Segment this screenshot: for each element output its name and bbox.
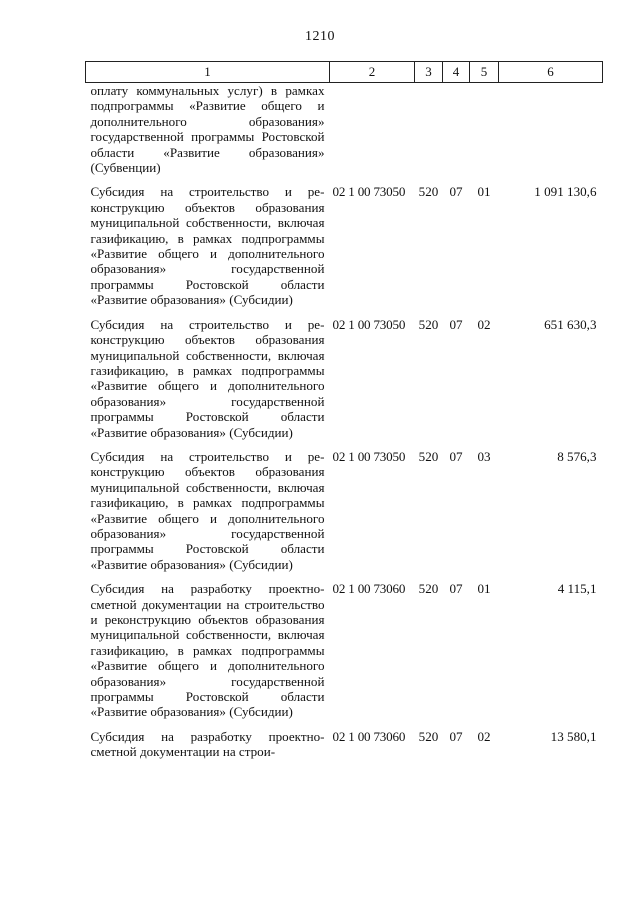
row-section: 07 xyxy=(449,184,463,200)
table-header xyxy=(86,62,603,83)
table-row xyxy=(86,578,603,726)
row-subsection: 02 xyxy=(477,728,491,744)
table-row xyxy=(86,726,603,766)
row-subsection: 01 xyxy=(477,184,491,200)
row-subsection: 01 xyxy=(477,581,491,597)
row-description: Субсидия на строительство и реконструкцию объектов образования муниципальной собственности, включая газификацию, в рамках подпрограммы «Развитие общего и дополнительного образования» государственной программы Ростовской области «Развитие образования» (Субсидии) xyxy=(90,448,325,572)
row-description: Субсидия на разработку проектно-сметной документации на строи- xyxy=(90,728,325,760)
row-amount: 1 091 130,6 xyxy=(534,184,597,200)
row-target-code: 02 1 00 73050 xyxy=(332,316,406,332)
budget-table xyxy=(85,61,603,766)
row-section: 07 xyxy=(449,728,463,744)
header-col-1: 1 xyxy=(86,62,330,83)
row-expense-type: 520 xyxy=(418,728,439,744)
row-amount: 8 576,3 xyxy=(557,448,597,464)
header-col-2: 2 xyxy=(330,62,415,83)
row-amount: 651 630,3 xyxy=(544,316,597,332)
header-row xyxy=(86,62,603,83)
table-row xyxy=(86,446,603,578)
row-expense-type: 520 xyxy=(418,581,439,597)
table-body xyxy=(86,83,603,766)
row-subsection xyxy=(470,83,499,182)
row-amount: 13 580,1 xyxy=(550,728,597,744)
row-description: Субсидия на строительство и реконструкцию объектов образования муниципальной собственности, включая газификацию, в рамках подпрограммы «Развитие общего и дополнительного образования» государственной программы Ростовской области «Развитие образования» (Субсидии) xyxy=(90,316,325,440)
row-subsection: 02 xyxy=(477,316,491,332)
row-description: Субсидия на строительство и реконструкцию объектов образования муниципальной собственности, включая газификацию, в рамках подпрограммы «Развитие общего и дополнительного образования» государственной программы Ростовской области «Развитие образования» (Субсидии) xyxy=(90,184,325,308)
row-description: Субсидия на разработку проектно-сметной документации на строительство и реконструкцию объектов образования муниципальной собственности, включая газификацию, в рамках подпрограммы «Развитие общего и дополнительного образования» государственной программы Ростовской области «Развитие образования» (Субсидии) xyxy=(90,581,325,720)
row-expense-type xyxy=(415,83,443,182)
row-subsection: 03 xyxy=(477,448,491,464)
header-col-4: 4 xyxy=(443,62,470,83)
row-expense-type: 520 xyxy=(418,448,439,464)
row-target-code: 02 1 00 73060 xyxy=(332,581,406,597)
row-target-code: 02 1 00 73060 xyxy=(332,728,406,744)
row-section: 07 xyxy=(449,448,463,464)
page-number: 1210 xyxy=(305,29,335,44)
header-col-3: 3 xyxy=(415,62,443,83)
header-col-6: 6 xyxy=(499,62,603,83)
row-section: 07 xyxy=(449,581,463,597)
header-col-5: 5 xyxy=(470,62,499,83)
row-amount: 4 115,1 xyxy=(557,581,597,597)
table-row xyxy=(86,314,603,446)
row-target-code: 02 1 00 73050 xyxy=(332,184,406,200)
row-section xyxy=(443,83,470,182)
row-target-code: 02 1 00 73050 xyxy=(332,448,406,464)
row-description: оплату коммунальных услуг) в рамках подпрограммы «Развитие общего и дополнительного образования» государственной программы Ростовской области «Развитие образования» (Субвенции) xyxy=(90,83,325,176)
row-target-code xyxy=(330,83,415,182)
row-section: 07 xyxy=(449,316,463,332)
row-expense-type: 520 xyxy=(418,184,439,200)
row-expense-type: 520 xyxy=(418,316,439,332)
table-row xyxy=(86,181,603,313)
table-row xyxy=(86,83,603,182)
row-amount xyxy=(499,83,603,182)
